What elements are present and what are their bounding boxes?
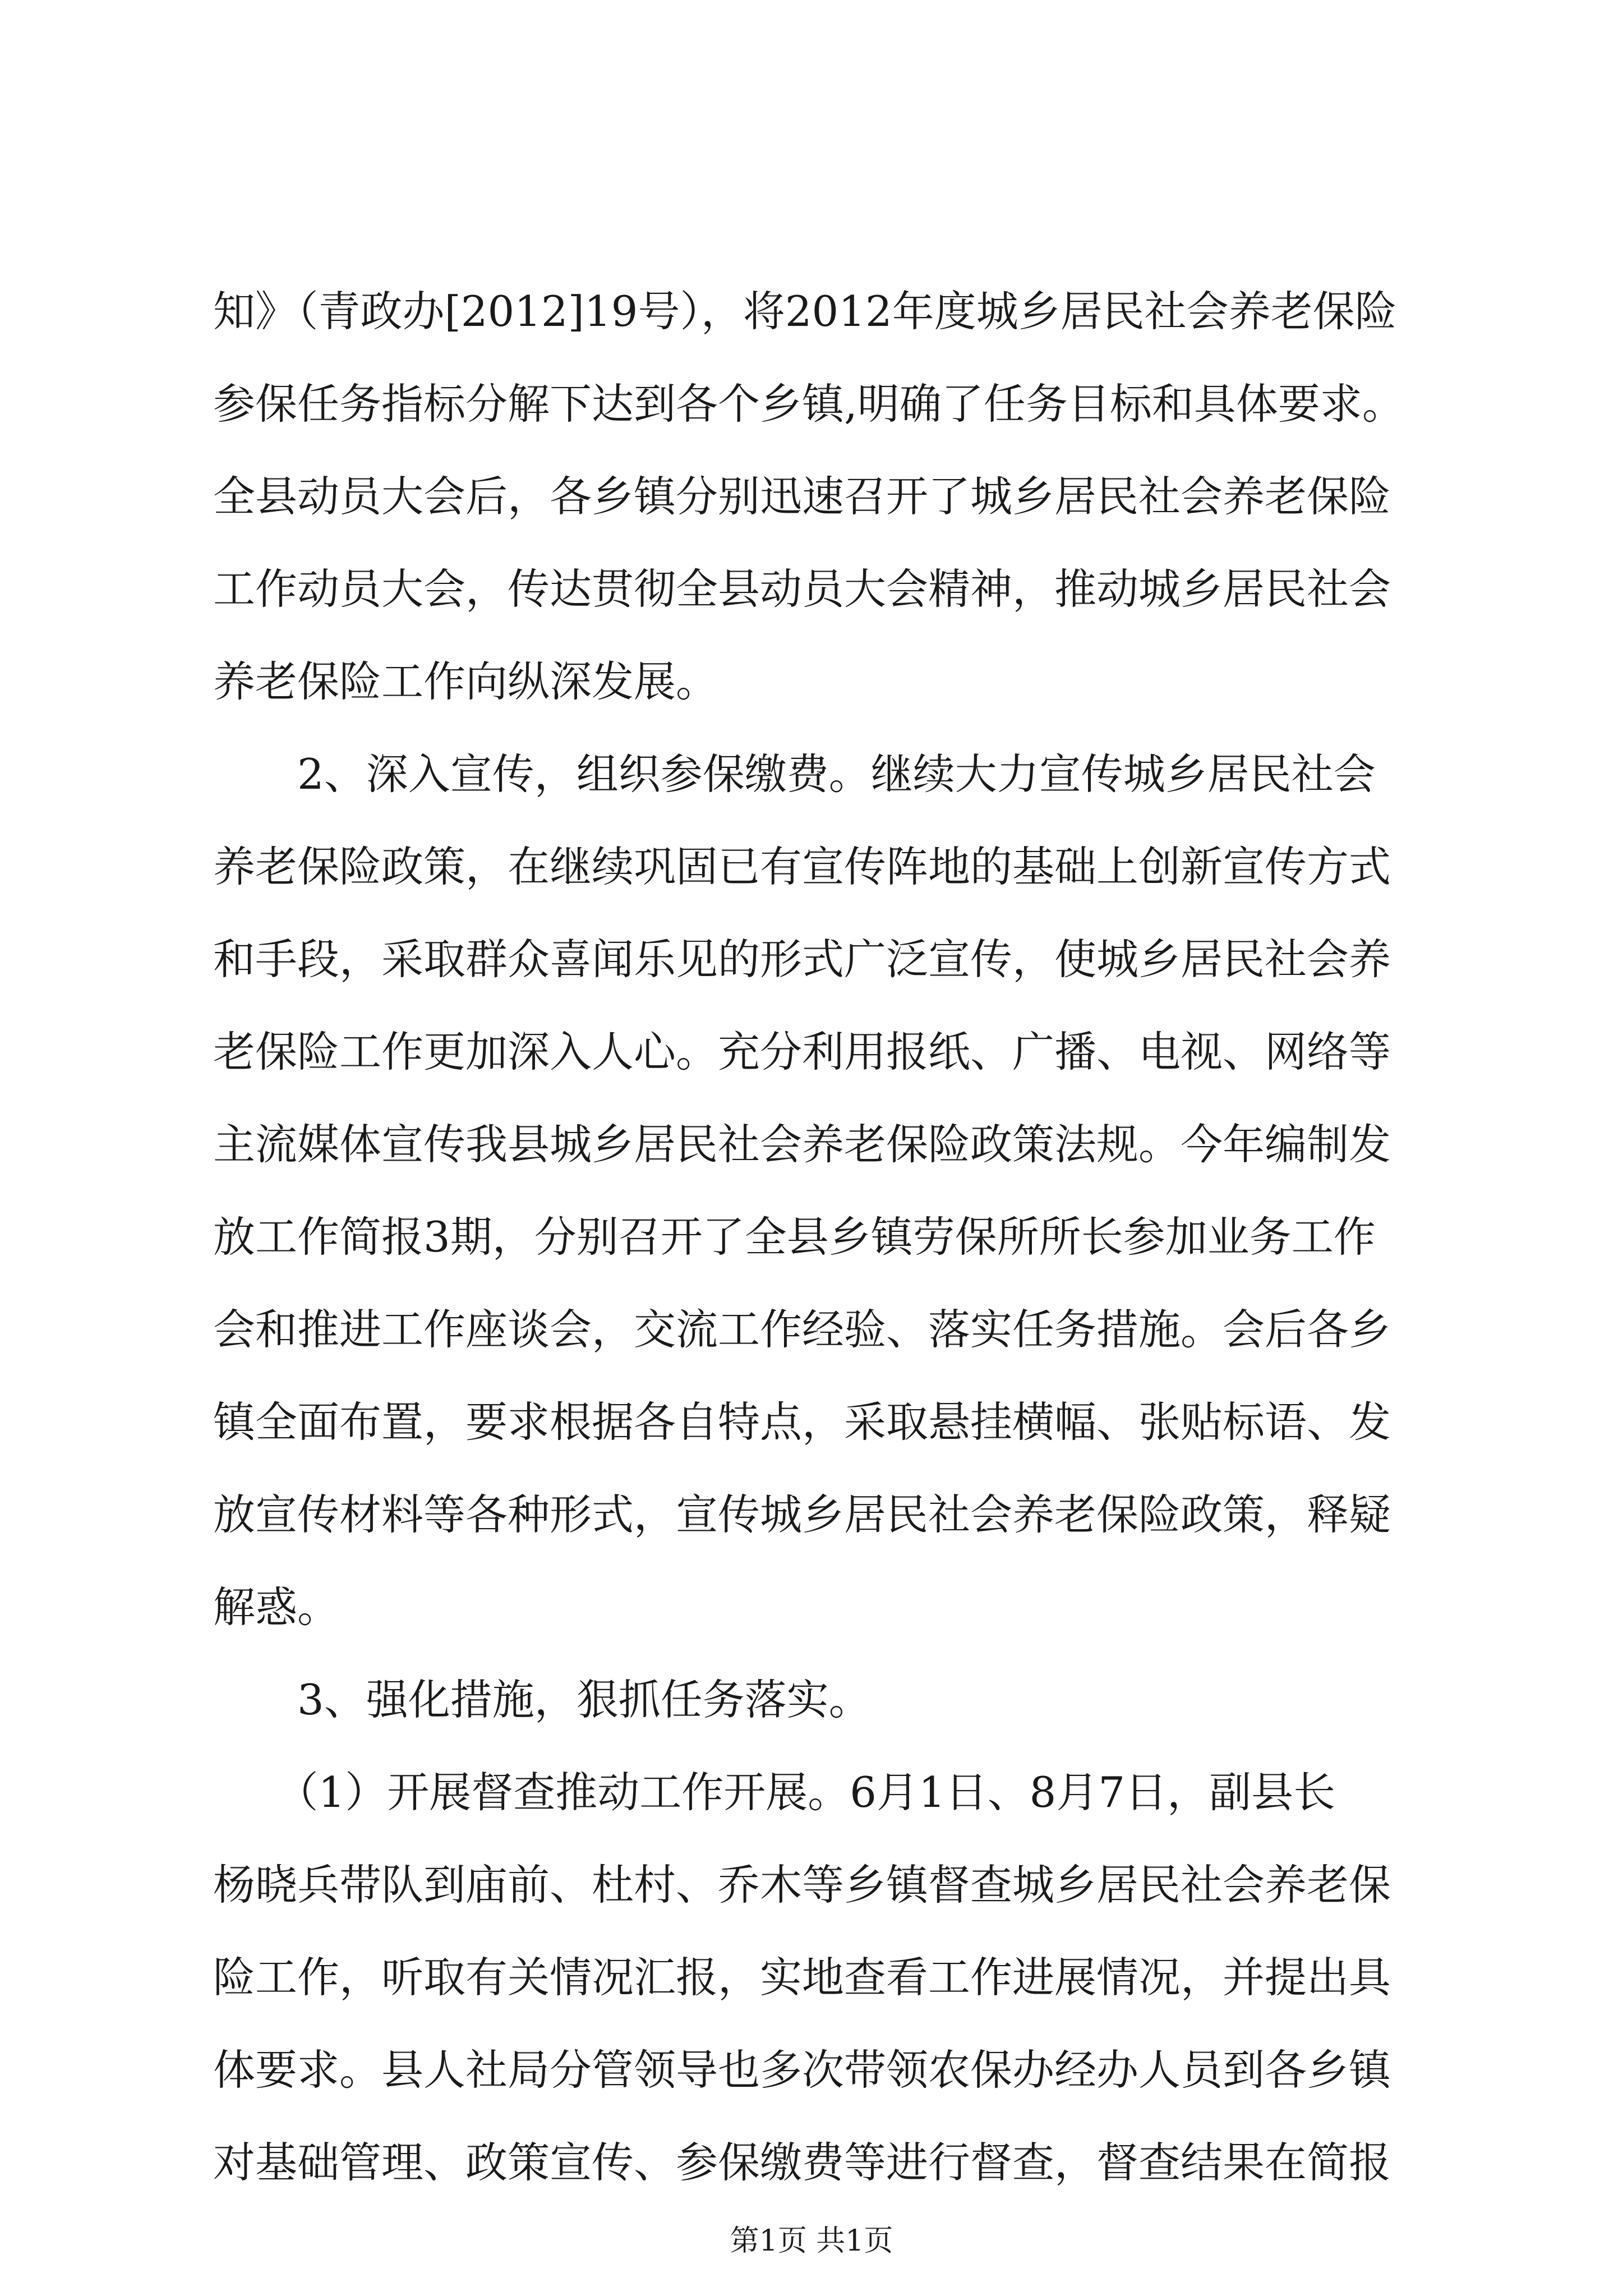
text-line: 对基础管理、政策宣传、参保缴费等进行督查，督查结果在简报 bbox=[213, 2138, 1391, 2187]
text-line: 工作动员大会，传达贯彻全县动员大会精神，推动城乡居民社会 bbox=[213, 564, 1391, 614]
text-line: 放工作简报3期，分别召开了全县乡镇劳保所所长参加业务工作 bbox=[213, 1212, 1376, 1262]
text-line: 2、深入宣传，组织参保缴费。继续大力宣传城乡居民社会 bbox=[213, 749, 1376, 799]
text-line: 和手段，采取群众喜闻乐见的形式广泛宣传，使城乡居民社会养 bbox=[213, 935, 1391, 984]
text-line: 养老保险工作向纵深发展。 bbox=[213, 657, 718, 706]
text-line: 体要求。县人社局分管领导也多次带领农保办经办人员到各乡镇 bbox=[213, 2045, 1391, 2095]
text-line: 险工作，听取有关情况汇报，实地查看工作进展情况，并提出具 bbox=[213, 1953, 1391, 2002]
text-line: 会和推进工作座谈会，交流工作经验、落实任务措施。会后各乡 bbox=[213, 1305, 1391, 1354]
text-line: （1）开展督查推动工作开展。6月1日、8月7日，副县长 bbox=[213, 1768, 1336, 1817]
page-number-footer: 第1页 共1页 bbox=[730, 2224, 893, 2258]
text-line: 解惑。 bbox=[213, 1582, 340, 1632]
text-line: 镇全面布置，要求根据各自特点，采取悬挂横幅、张贴标语、发 bbox=[213, 1397, 1391, 1447]
text-line: 杨晓兵带队到庙前、杜村、乔木等乡镇督查城乡居民社会养老保 bbox=[213, 1860, 1391, 1910]
text-line: 知》（青政办[2012]19号），将2012年度城乡居民社会养老保险 bbox=[213, 287, 1397, 336]
text-line: 老保险工作更加深入人心。充分利用报纸、广播、电视、网络等 bbox=[213, 1027, 1391, 1076]
text-line: 主流媒体宣传我县城乡居民社会养老保险政策法规。今年编制发 bbox=[213, 1120, 1391, 1169]
text-line: 放宣传材料等各种形式，宣传城乡居民社会养老保险政策，释疑 bbox=[213, 1490, 1391, 1539]
text-line: 养老保险政策，在继续巩固已有宣传阵地的基础上创新宣传方式 bbox=[213, 842, 1391, 891]
text-line: 参保任务指标分解下达到各个乡镇,明确了任务目标和具体要求。 bbox=[213, 379, 1404, 429]
text-line: 全县动员大会后，各乡镇分别迅速召开了城乡居民社会养老保险 bbox=[213, 472, 1391, 521]
text-line: 3、强化措施，狠抓任务落实。 bbox=[213, 1675, 871, 1724]
